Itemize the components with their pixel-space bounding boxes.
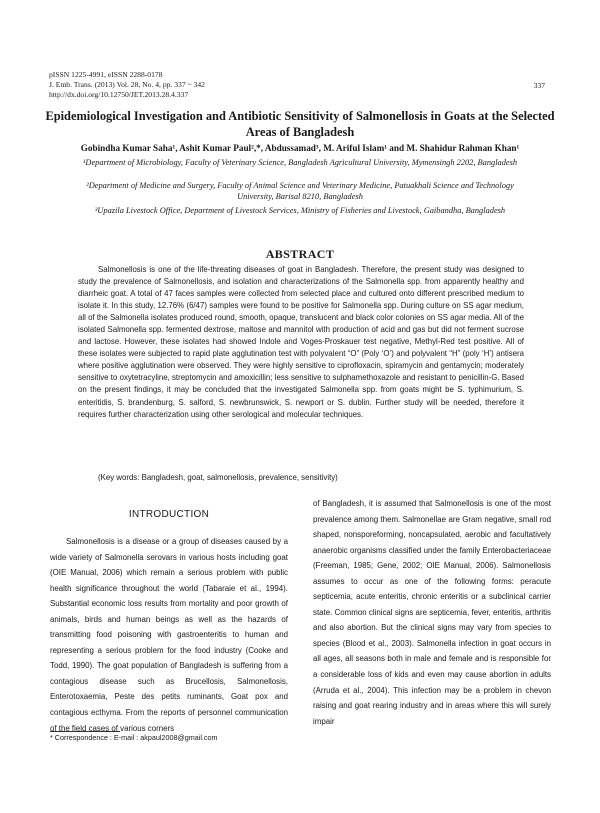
doi-link[interactable]: http://dx.doi.org/10.12750/JET.2013.28.4.337 [49, 90, 189, 100]
introduction-left-column: Salmonellosis is a disease or a group of diseases caused by a wide variety of Salmonella serovars in various hosts including goat (OIE Manual, 2006) which remain a serious problem with public health significance throughout the world (Tabaraie et al., 1994). Substantial economic loss results from mortality and poor growth of animals, birds and human beings as well as the hazards of transmitting food poisoning with gastroenteritis to human and representing a serious problem for the food industry (Cooke and Todd, 1990). The goat population of Bangladesh is suffering from a contagious disease such as Brucellosis, Salmonellosis, Enterotoxaemia, Peste des petits ruminants, Goat pox and contagious ecthyma. From the reports of personnel communication of the field cases of various corners [50, 537, 288, 733]
footnote-divider [50, 731, 120, 732]
author-list: Gobindha Kumar Saha¹, Ashit Kumar Paul²,*, Abdussamad³, M. Ariful Islam¹ and M. Shahidur Rahman Khan¹ [80, 143, 520, 153]
page-number: 337 [533, 81, 545, 90]
introduction-heading: INTRODUCTION [128, 509, 210, 520]
paper-title: Epidemiological Investigation and Antibiotic Sensitivity of Salmonellosis in Goats at the Selected Areas of Bangladesh [45, 109, 555, 139]
issn-line: pISSN 1225-4991, eISSN 2288-0178 [49, 70, 163, 79]
abstract-heading: ABSTRACT [265, 247, 335, 261]
introduction-right-column: of Bangladesh, it is assumed that Salmonellosis is one of the most prevalence among them. Salmonellae are Gram negative, small rod shaped, nonsporeforming, noncapsulated, aerobic and facultatively anaerobic organisms classified under the family Enterobacteriaceae (Freeman, 1985; Gene, 2002; OIE Manual, 2006). Salmonellosis assumes to occur as one of the following forms: peracute septicemia, acute enteritis, chronic enteritis or a subclinical carrier state. Common clinical signs are septicemia, fever, enteritis, arthritis and also abortion. But the clinical signs may vary from species to species (Blood et al., 2003). Salmonella infection in goat occurs in all ages, all seasons both in male and female and is responsible for a considerable loss of kids and even may cause abortion in adults (Arruda et al., 2004). This infection may be a problem in chevon raising and goat rearing industry and in areas where this will surely impair [313, 499, 551, 726]
affiliation-1: ¹Department of Microbiology, Faculty of Veterinary Science, Bangladesh Agricultural University, Mymensingh 2202, Bangladesh [82, 158, 518, 167]
correspondence-footnote: * Correspondence : E-mail : akpaul2008@gmail.com [50, 733, 218, 742]
affiliation-3: ³Upazila Livestock Office, Department of Livestock Services, Ministry of Fisheries and Livestock, Gaibandha, Bangladesh [94, 206, 506, 215]
abstract-text: Salmonellosis is one of the life-threating diseases of goat in Bangladesh. Therefore, the present study was designed to study the prevalence of Salmonellosis, and isolation and characterizations of the Salmonella spp. from apparently healthy and diarrheic goat. A total of 47 faces samples were collected from selected place and cultured onto different prescribed medium to isolate it. In this study, 12.76% (6/47) samples were found to be positive for Salmonella spp. During culture on SS agar medium, all of the Salmonella isolates produced round, smooth, opaque, translucent and black color colonies on SS agar media. All of the isolated Salmonella spp. fermented dextrose, maltose and mannitol with production of acid and gas but did not ferment sucrose and lactose. However, these isolates had showed Indole and Voges-Proskauer test negative, Methyl-Red test positive. All of these isolates were subjected to rapid plate agglutination test with polyvalent “O” (Poly ‘O’) and polyvalent “H” (poly ‘H’) antisera where positive agglutination were observed. They were highly sensitive to ciprofloxacin, spiramycin and gentamycin; moderately sensitive to oxytetracyline, streptomycin and amoxicillin; less sensitive to sulphamethoxazole and resistant to penicillin-G. Based on the present findings, it may be concluded that the investigated Salmonella spp. from goats might be S. typhimurium, S. enteritidis, S. brandenburg, S. salford, S. newbrunswick, S. newport or S. dublin. Further study will be needed, therefore it requires further characterization using other serological and molecular techniques. [78, 265, 524, 419]
journal-header [49, 70, 205, 101]
affiliation-2: ²Department of Medicine and Surgery, Faculty of Animal Science and Veterinary Medicine, Patuakhali Science and Technology University, Barisal 8210, Bangladesh [86, 181, 514, 202]
journal-citation: J. Emb. Trans. (2013) Vol. 28, No. 4, pp. 337 ~ 342 [49, 80, 205, 90]
keywords: (Key words: Bangladesh, goat, salmonellosis, prevalence, sensitivity) [98, 473, 338, 482]
